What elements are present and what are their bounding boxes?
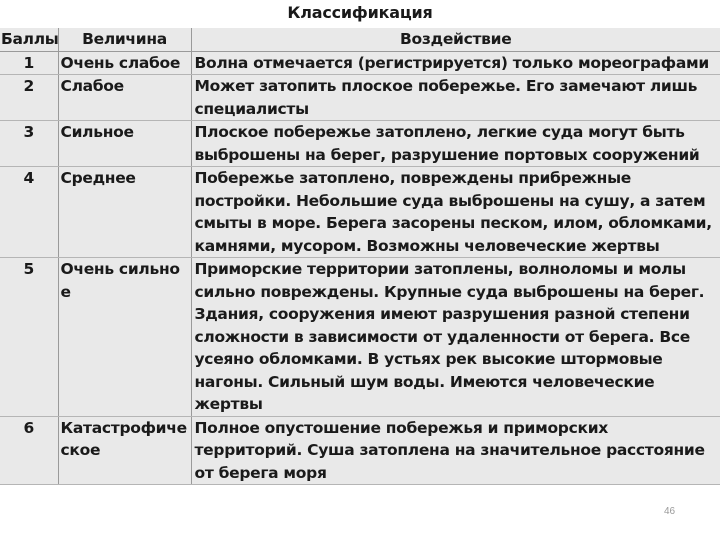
magnitude-cell: Слабое [58, 75, 191, 121]
score-cell: 2 [0, 75, 58, 121]
column-header-effect: Воздействие [191, 28, 720, 51]
score-cell: 4 [0, 167, 58, 258]
table-row [0, 121, 720, 167]
magnitude-cell: Очень слабое [58, 51, 191, 75]
score-cell: 5 [0, 258, 58, 417]
magnitude-cell: Среднее [58, 167, 191, 258]
effect-cell: Может затопить плоское побережье. Его замечают лишь специалисты [191, 75, 720, 121]
page-title: Классификация [287, 3, 433, 22]
score-cell: 1 [0, 51, 58, 75]
page-number: 46 [664, 506, 676, 517]
effect-cell: Плоское побережье затоплено, легкие суда могут быть выброшены на берег, разрушение портовых сооружений [191, 121, 720, 167]
effect-cell: Полное опустошение побережья и приморских территорий. Суша затоплена на значительное расстояние от берега моря [191, 416, 720, 485]
table-row [0, 51, 720, 75]
column-header-score: Баллы [0, 28, 58, 51]
table-header-row [0, 28, 720, 51]
effect-cell: Побережье затоплено, повреждены прибрежные постройки. Небольшие суда выброшены на сушу, а затем смыты в море. Берега засорены песком, илом, обломками, камнями, мусором. Возможны человеческие жертвы [191, 167, 720, 258]
classification-table [0, 28, 720, 485]
score-cell: 6 [0, 416, 58, 485]
table-row [0, 258, 720, 417]
column-header-magnitude: Величина [58, 28, 191, 51]
effect-cell: Волна отмечается (регистрируется) только мореографами [191, 51, 720, 75]
score-cell: 3 [0, 121, 58, 167]
effect-cell: Приморские территории затоплены, волноломы и молы сильно повреждены. Крупные суда выброшены на берег. Здания, сооружения имеют разрушения разной степени сложности в зависимости от удаленности от берега. Все усеяно обломками. В устьях рек высокие штормовые нагоны. Сильный шум воды. Имеются человеческие жертвы [191, 258, 720, 417]
magnitude-cell: Сильное [58, 121, 191, 167]
magnitude-cell: Очень сильное [58, 258, 191, 417]
table-row [0, 167, 720, 258]
magnitude-cell: Катастрофическое [58, 416, 191, 485]
table-row [0, 75, 720, 121]
table-row [0, 416, 720, 485]
